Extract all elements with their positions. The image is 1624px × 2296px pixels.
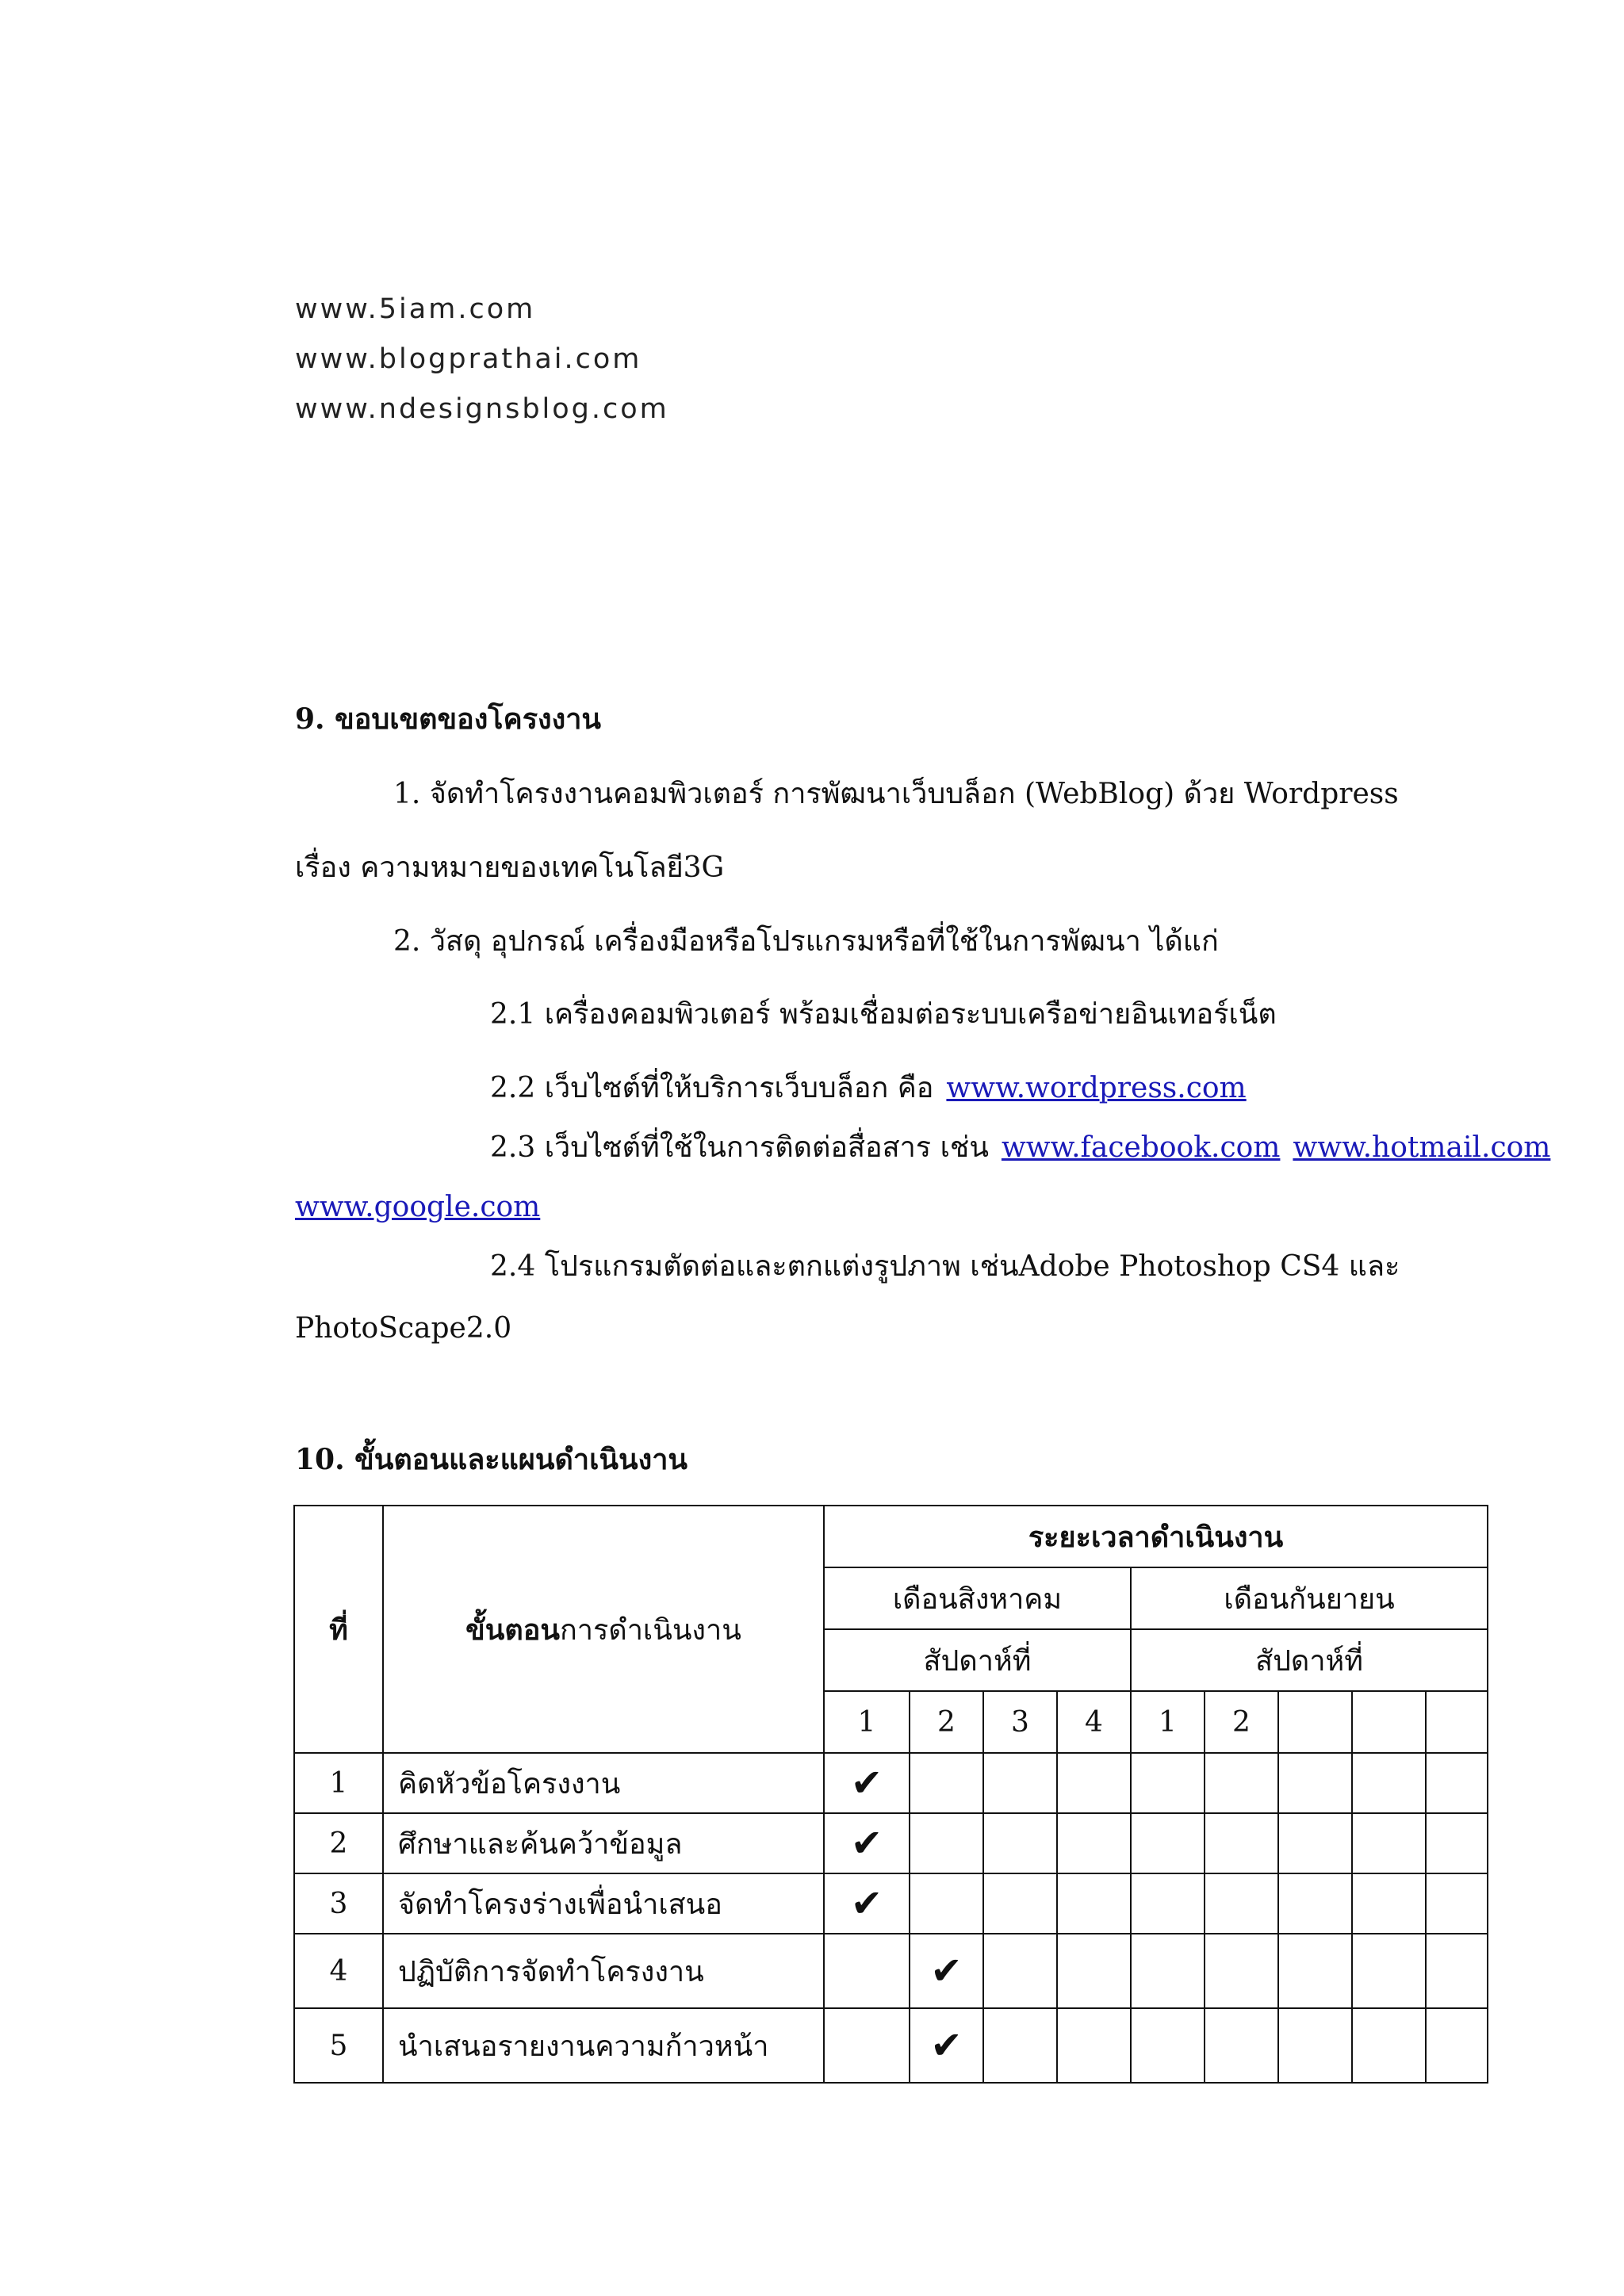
schedule-cell: [910, 1753, 983, 1813]
schedule-cell: [910, 1813, 983, 1873]
schedule-cell: [1057, 1873, 1131, 1934]
schedule-cell: [1426, 1813, 1488, 1873]
schedule-cell: [1426, 1753, 1488, 1813]
header-period: ระยะเวลาดำเนินงาน: [824, 1506, 1488, 1567]
schedule-cell: [1426, 1934, 1488, 2008]
row-number: 1: [294, 1753, 383, 1813]
scope-sub-2-3-text: 2.3 เว็บไซต์ที่ใช้ในการติดต่อสื่อสาร เช่น: [490, 1131, 989, 1164]
week-cell: 1: [1131, 1691, 1205, 1753]
plan-table-body: [294, 1753, 1488, 2083]
week-cell: 2: [910, 1691, 983, 1753]
schedule-cell: [1278, 1813, 1352, 1873]
schedule-cell: [910, 2008, 983, 2083]
schedule-cell: [1205, 2008, 1278, 2083]
schedule-cell: [983, 1934, 1057, 2008]
scope-sub-2-3-cont: [295, 1190, 540, 1224]
website-line-2: www.blogprathai.com: [295, 343, 642, 375]
scope-item-1-line-2: เรื่อง ความหมายของเทคโนโลยี3G: [295, 851, 725, 884]
table-row: [294, 1934, 1488, 2008]
week-cell: 2: [1205, 1691, 1278, 1753]
row-step: จัดทำโครงร่างเพื่อนำเสนอ: [383, 1873, 824, 1934]
check-mark-icon: ✔: [850, 1760, 883, 1805]
header-week-label-2: สัปดาห์ที่: [1131, 1629, 1488, 1691]
section-10-heading: 10. ขั้นตอนและแผนดำเนินงาน: [295, 1443, 688, 1476]
header-week-label-1: สัปดาห์ที่: [824, 1629, 1131, 1691]
table-row: [294, 2008, 1488, 2083]
schedule-cell: [824, 2008, 910, 2083]
row-step: คิดหัวข้อโครงงาน: [383, 1753, 824, 1813]
row-number: 4: [294, 1934, 383, 2008]
website-line-3: www.ndesignsblog.com: [295, 393, 669, 425]
schedule-cell: [1278, 1873, 1352, 1934]
schedule-cell: [1278, 1934, 1352, 2008]
schedule-cell: [1205, 1753, 1278, 1813]
facebook-link[interactable]: www.facebook.com: [1001, 1131, 1281, 1164]
table-row: [294, 1813, 1488, 1873]
row-number: 3: [294, 1873, 383, 1934]
week-cell: [1352, 1691, 1426, 1753]
week-cell: [1278, 1691, 1352, 1753]
schedule-cell: [1352, 1753, 1426, 1813]
schedule-cell: [1352, 2008, 1426, 2083]
schedule-cell: [824, 1934, 910, 2008]
schedule-cell: [1131, 1813, 1205, 1873]
schedule-cell: [910, 1934, 983, 2008]
schedule-cell: [983, 2008, 1057, 2083]
schedule-cell: [1205, 1934, 1278, 2008]
schedule-cell: [824, 1753, 910, 1813]
week-cell: 3: [983, 1691, 1057, 1753]
schedule-cell: [983, 1873, 1057, 1934]
schedule-cell: [1426, 2008, 1488, 2083]
schedule-cell: [1057, 1934, 1131, 2008]
schedule-cell: [1278, 2008, 1352, 2083]
row-step: ปฏิบัติการจัดทำโครงงาน: [383, 1934, 824, 2008]
google-link[interactable]: www.google.com: [295, 1191, 541, 1223]
check-mark-icon: ✔: [930, 2022, 963, 2068]
schedule-cell: [910, 1873, 983, 1934]
schedule-cell: [983, 1753, 1057, 1813]
header-month-september: เดือนกันยายน: [1131, 1567, 1488, 1629]
check-mark-icon: ✔: [850, 1820, 883, 1866]
plan-table: [293, 1505, 1488, 2084]
row-number: 2: [294, 1813, 383, 1873]
scope-item-2: 2. วัสดุ อุปกรณ์ เครื่องมือหรือโปรแกรมหรือที่ใช้ในการพัฒนา ได้แก่: [393, 925, 1219, 958]
table-row: [294, 1873, 1488, 1934]
header-no: ที่: [294, 1506, 383, 1753]
schedule-cell: [1131, 1934, 1205, 2008]
schedule-cell: [1131, 1873, 1205, 1934]
schedule-cell: [1278, 1753, 1352, 1813]
schedule-cell: [1352, 1934, 1426, 2008]
header-step: [383, 1506, 824, 1753]
schedule-cell: [1057, 1753, 1131, 1813]
schedule-cell: [1352, 1813, 1426, 1873]
check-mark-icon: ✔: [930, 1948, 963, 1993]
schedule-cell: [1057, 2008, 1131, 2083]
schedule-cell: [1131, 2008, 1205, 2083]
schedule-cell: [1205, 1813, 1278, 1873]
schedule-cell: [1426, 1873, 1488, 1934]
schedule-cell: [824, 1813, 910, 1873]
schedule-cell: [1057, 1813, 1131, 1873]
week-cell: 4: [1057, 1691, 1131, 1753]
schedule-cell: [824, 1873, 910, 1934]
schedule-cell: [1205, 1873, 1278, 1934]
schedule-cell: [1131, 1753, 1205, 1813]
scope-sub-2-3: [490, 1131, 1550, 1165]
wordpress-link[interactable]: www.wordpress.com: [946, 1072, 1247, 1104]
website-line-1: www.5iam.com: [295, 293, 536, 325]
row-step: นำเสนอรายงานความก้าวหน้า: [383, 2008, 824, 2083]
scope-sub-2-4-line-2: PhotoScape2.0: [295, 1312, 512, 1345]
scope-item-1-line-1: 1. จัดทำโครงงานคอมพิวเตอร์ การพัฒนาเว็บบล็อก (WebBlog) ด้วย Wordpress: [393, 778, 1399, 810]
header-step-bold: ขั้นตอน: [465, 1613, 560, 1647]
scope-sub-2-1: 2.1 เครื่องคอมพิวเตอร์ พร้อมเชื่อมต่อระบบเครือข่ายอินเทอร์เน็ต: [490, 998, 1277, 1031]
scope-sub-2-2: [490, 1071, 1247, 1105]
header-month-august: เดือนสิงหาคม: [824, 1567, 1131, 1629]
scope-sub-2-2-text: 2.2 เว็บไซต์ที่ให้บริการเว็บบล็อก คือ: [490, 1072, 934, 1104]
scope-sub-2-4-line-1: 2.4 โปรแกรมตัดต่อและตกแต่งรูปภาพ เช่นAdobe Photoshop CS4 และ: [490, 1250, 1400, 1283]
row-number: 5: [294, 2008, 383, 2083]
section-9-heading: 9. ขอบเขตของโครงงาน: [295, 702, 602, 736]
schedule-cell: [1352, 1873, 1426, 1934]
row-step: ศึกษาและค้นคว้าข้อมูล: [383, 1813, 824, 1873]
hotmail-link[interactable]: www.hotmail.com: [1293, 1131, 1551, 1164]
week-cell: 1: [824, 1691, 910, 1753]
table-row: [294, 1753, 1488, 1813]
week-cell: [1426, 1691, 1488, 1753]
schedule-cell: [983, 1813, 1057, 1873]
header-step-rest: การดำเนินงาน: [559, 1613, 741, 1647]
check-mark-icon: ✔: [850, 1881, 883, 1926]
